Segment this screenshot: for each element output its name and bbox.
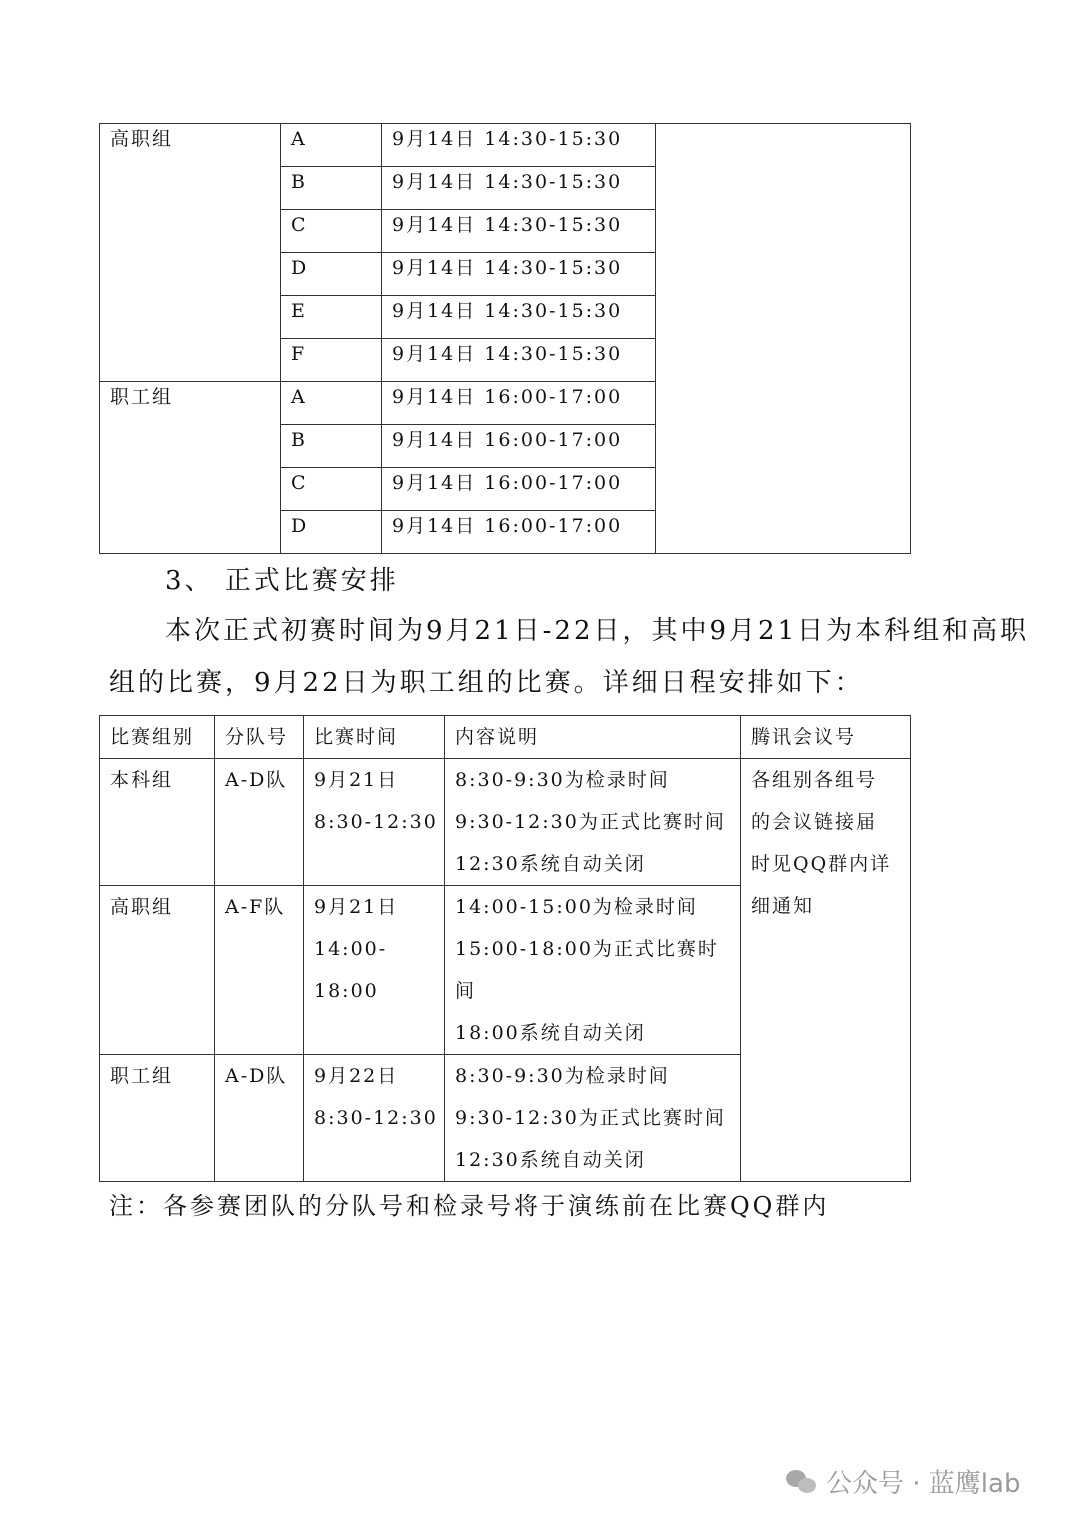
blank-cell xyxy=(656,124,911,554)
time-line: 9月22日 xyxy=(314,1065,399,1087)
teams-cell: A-D队 xyxy=(215,1055,304,1182)
time-line: 8:30-12:30 xyxy=(314,1107,438,1129)
header-cell: 比赛时间 xyxy=(304,716,445,759)
time-cell: 9月14日 16:00-17:00 xyxy=(382,511,656,554)
team-cell: A xyxy=(281,382,382,425)
meeting-line: 细通知 xyxy=(751,895,815,917)
group-cell: 高职组 xyxy=(100,886,215,1055)
team-cell: B xyxy=(281,167,382,210)
group-cell: 本科组 xyxy=(100,759,215,886)
header-cell: 比赛组别 xyxy=(100,716,215,759)
desc-cell xyxy=(445,1055,741,1182)
desc-line: 间 xyxy=(455,980,477,1002)
team-cell: B xyxy=(281,425,382,468)
desc-line: 15:00-18:00为正式比赛时 xyxy=(455,938,719,960)
team-cell: F xyxy=(281,339,382,382)
team-cell: A xyxy=(281,124,382,167)
desc-line: 8:30-9:30为检录时间 xyxy=(455,769,670,791)
group-cell: 高职组 xyxy=(100,124,281,382)
group-cell: 职工组 xyxy=(100,1055,215,1182)
time-line: 18:00 xyxy=(314,980,379,1002)
time-line: 14:00- xyxy=(314,938,388,960)
teams-cell: A-F队 xyxy=(215,886,304,1055)
watermark xyxy=(786,1463,1020,1500)
desc-line: 12:30系统自动关闭 xyxy=(455,1149,646,1171)
table-row xyxy=(100,759,911,886)
time-cell: 9月14日 16:00-17:00 xyxy=(382,382,656,425)
desc-line: 9:30-12:30为正式比赛时间 xyxy=(455,811,726,833)
practice-schedule-table xyxy=(99,123,911,554)
group-cell: 职工组 xyxy=(100,382,281,554)
team-cell: E xyxy=(281,296,382,339)
header-cell: 分队号 xyxy=(215,716,304,759)
time-cell: 9月14日 14:30-15:30 xyxy=(382,253,656,296)
header-cell: 腾讯会议号 xyxy=(741,716,911,759)
meeting-cell xyxy=(741,759,911,1182)
desc-line: 8:30-9:30为检录时间 xyxy=(455,1065,670,1087)
time-cell xyxy=(304,886,445,1055)
desc-cell xyxy=(445,886,741,1055)
paragraph-line: 本次正式初赛时间为9月21日-22日，其中9月21日为本科组和高职 xyxy=(165,616,1030,646)
paragraph-line: 组的比赛，9月22日为职工组的比赛。详细日程安排如下： xyxy=(109,668,864,698)
time-cell: 9月14日 14:30-15:30 xyxy=(382,210,656,253)
team-cell: D xyxy=(281,253,382,296)
desc-cell xyxy=(445,759,741,886)
header-cell: 内容说明 xyxy=(445,716,741,759)
team-cell: C xyxy=(281,210,382,253)
wechat-icon xyxy=(786,1468,818,1496)
desc-line: 18:00系统自动关闭 xyxy=(455,1022,646,1044)
teams-cell: A-D队 xyxy=(215,759,304,886)
meeting-line: 各组别各组号 xyxy=(751,769,878,791)
time-cell: 9月14日 14:30-15:30 xyxy=(382,167,656,210)
time-cell: 9月14日 14:30-15:30 xyxy=(382,339,656,382)
table-header-row xyxy=(100,716,911,759)
watermark-text: 公众号 · 蓝鹰lab xyxy=(826,1469,1021,1499)
section-heading: 3、 正式比赛安排 xyxy=(165,566,399,596)
team-cell: C xyxy=(281,468,382,511)
time-line: 8:30-12:30 xyxy=(314,811,438,833)
time-cell: 9月14日 14:30-15:30 xyxy=(382,124,656,167)
time-cell: 9月14日 14:30-15:30 xyxy=(382,296,656,339)
competition-schedule-table xyxy=(99,715,911,1182)
desc-line: 14:00-15:00为检录时间 xyxy=(455,896,698,918)
table-row xyxy=(100,124,911,167)
time-cell xyxy=(304,759,445,886)
meeting-line: 的会议链接届 xyxy=(751,811,878,833)
time-line: 9月21日 xyxy=(314,896,399,918)
note-text: 注：各参赛团队的分队号和检录号将于演练前在比赛QQ群内 xyxy=(109,1192,830,1220)
meeting-line: 时见QQ群内详 xyxy=(751,853,892,875)
time-line: 9月21日 xyxy=(314,769,399,791)
time-cell xyxy=(304,1055,445,1182)
desc-line: 12:30系统自动关闭 xyxy=(455,853,646,875)
desc-line: 9:30-12:30为正式比赛时间 xyxy=(455,1107,726,1129)
time-cell: 9月14日 16:00-17:00 xyxy=(382,468,656,511)
team-cell: D xyxy=(281,511,382,554)
time-cell: 9月14日 16:00-17:00 xyxy=(382,425,656,468)
